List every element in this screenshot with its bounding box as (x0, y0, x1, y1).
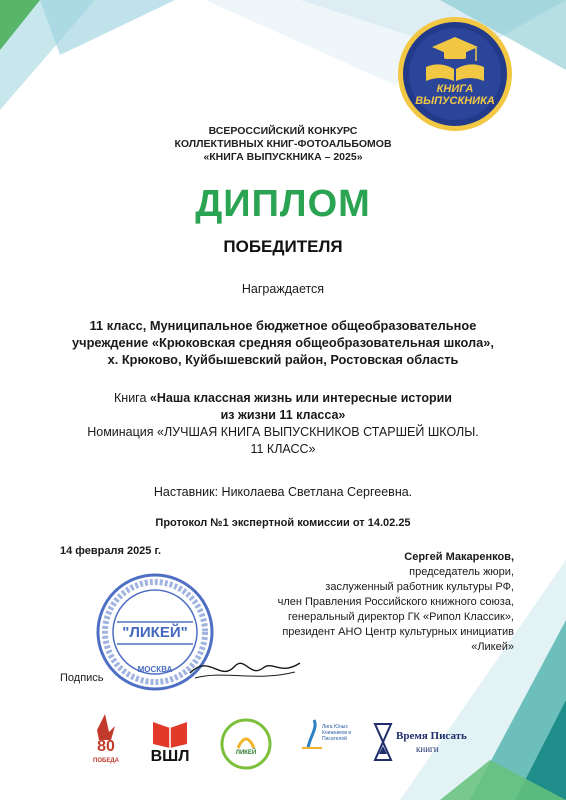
competition-header (0, 125, 566, 164)
vshl-logo (147, 718, 193, 770)
book-title-line2: из жизни 11 класса» (220, 408, 346, 422)
signatory-name: Сергей Макаренков, (404, 551, 514, 563)
pen-book-icon (300, 718, 324, 752)
header-line1: ВСЕРОССИЙСКИЙ КОНКУРС (208, 125, 358, 137)
signatory-line6: «Ликей» (471, 641, 514, 653)
badge-line1: КНИГА (436, 83, 474, 95)
vremya-line2: книги (416, 744, 439, 754)
recipient-line2: учреждение «Крюковская средняя общеобразовательная школа», (72, 335, 494, 350)
victory-number: 80 (97, 738, 115, 755)
signature-scribble (185, 648, 305, 688)
signatory-line2: заслуженный работник культуры РФ, (325, 581, 514, 593)
liga-logo (300, 718, 355, 768)
signatory-line1: председатель жюри, (409, 566, 514, 578)
stamp-bottom-text: МОСКВА (137, 665, 173, 674)
stamp-center-text: "ЛИКЕЙ" (122, 624, 188, 641)
mentor-line: Наставник: Николаева Светлана Сергеевна. (153, 485, 413, 499)
vremya-pisat-logo (372, 722, 472, 768)
nomination-line1: Номинация «ЛУЧШАЯ КНИГА ВЫПУСКНИКОВ СТАРШЕЙ ШКОЛЫ. (87, 425, 479, 439)
book-title-part1: «Наша классная жизнь или интересные истории (149, 391, 452, 405)
diploma-subtitle: ПОБЕДИТЕЛЯ (223, 237, 343, 256)
hourglass-icon (372, 722, 394, 762)
likey-circle-icon (220, 718, 272, 770)
likey-text: ЛИКЕЙ (235, 750, 257, 756)
signatory-block (194, 550, 514, 655)
victory-80-logo (85, 712, 127, 772)
book-prefix: Книга (114, 391, 150, 405)
badge-line2: ВЫПУСКНИКА (415, 95, 495, 107)
recipient-line3: х. Крюково, Куйбышевский район, Ростовская область (107, 352, 459, 367)
vshl-book-icon (147, 718, 193, 748)
vremya-line1: Время Писать (396, 730, 467, 742)
victory-label: ПОБЕДА (93, 758, 119, 764)
vshl-text: ВШЛ (150, 748, 190, 765)
likey-logo (220, 718, 272, 770)
signatory-line4: генеральный директор ГК «Рипол Классик», (288, 611, 514, 623)
awarded-label: Награждается (241, 282, 325, 296)
recipient-block (0, 317, 566, 368)
protocol-line: Протокол №1 экспертной комиссии от 14.02.25 (155, 517, 411, 529)
liga-text: Лига Юных Книжников и Писателей (322, 724, 352, 742)
date-line: 14 февраля 2025 г. (60, 545, 162, 557)
signature-label: Подпись (60, 672, 104, 684)
competition-badge (396, 15, 514, 133)
diploma-title: ДИПЛОМ (195, 183, 371, 225)
book-title-line1 (0, 390, 566, 407)
header-line2: КОЛЛЕКТИВНЫХ КНИГ-ФОТОАЛЬБОМОВ (174, 138, 392, 150)
badge-icon (396, 15, 514, 133)
nomination-line2: 11 КЛАСС» (250, 442, 316, 456)
signatory-line3: член Правления Российского книжного союза, (277, 596, 514, 608)
recipient-line1: 11 класс, Муниципальное бюджетное общеобразовательное (89, 318, 477, 333)
book-block (0, 390, 566, 458)
header-line3: «КНИГА ВЫПУСКНИКА – 2025» (203, 151, 363, 163)
signatory-line5: президент АНО Центр культурных инициатив (282, 626, 514, 638)
